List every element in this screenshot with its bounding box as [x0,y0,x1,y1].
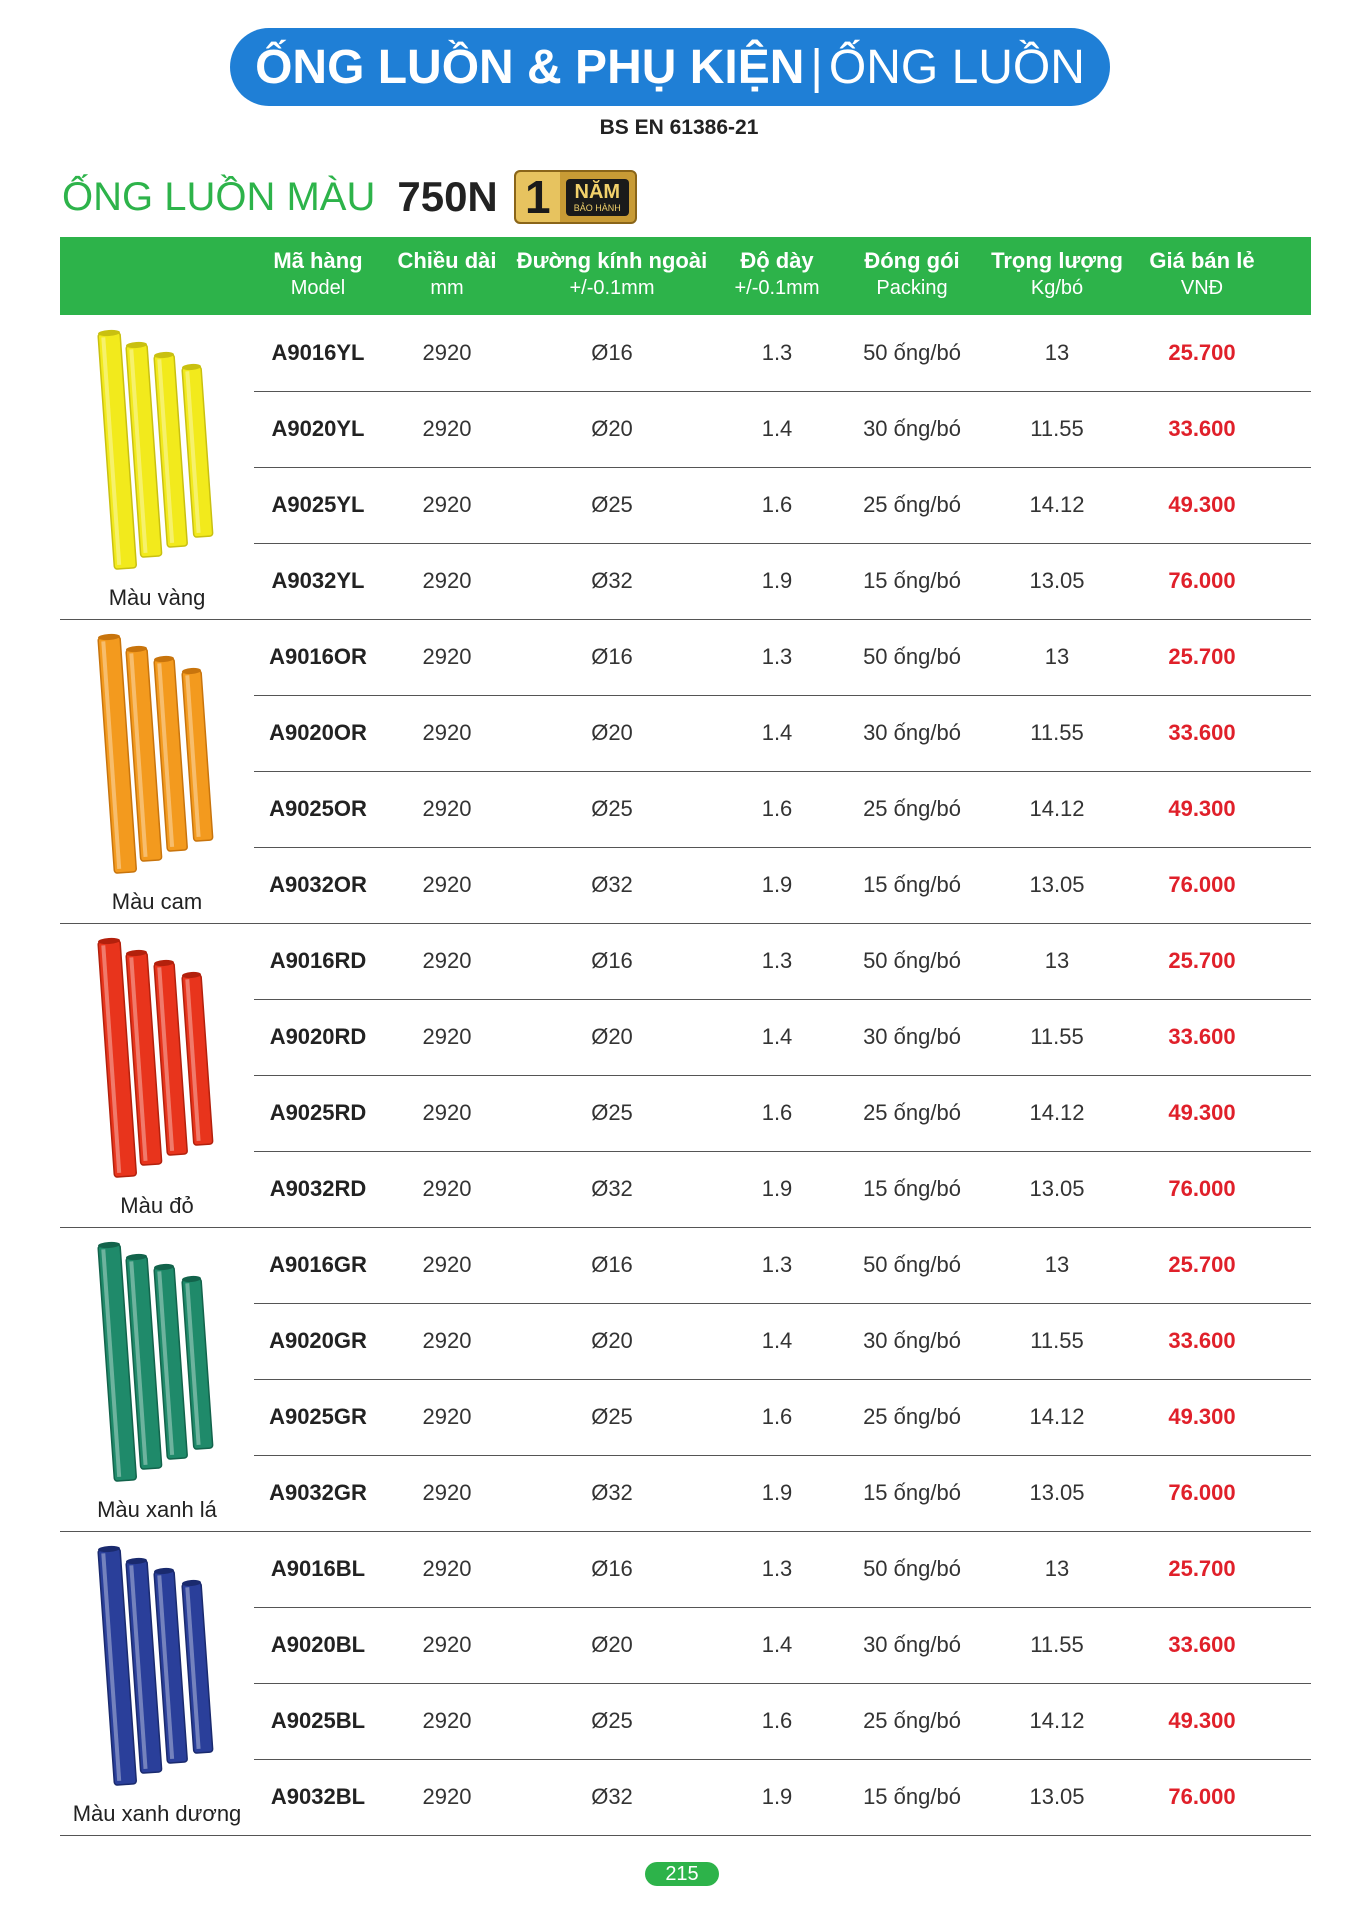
cell-price: 25.700 [1168,948,1236,973]
standard-code: BS EN 61386-21 [599,116,759,139]
page-number: 215 [645,1862,719,1886]
cell-thickness: 1.9 [761,872,793,897]
cell-weight: 13 [1044,1252,1070,1277]
cell-thickness: 1.3 [761,340,793,365]
color-group [60,1227,1311,1532]
pipe-bundle-image [80,1541,230,1791]
cell-thickness: 1.6 [761,796,793,821]
cell-weight: 14.12 [1029,492,1085,517]
cell-diameter: Ø16 [591,644,633,669]
table-row [254,1531,1311,1608]
cell-model: A9032OR [269,872,367,897]
header-label: Đường kính ngoài [516,248,708,273]
cell-packing: 15 ống/bó [863,872,961,897]
cell-price: 25.700 [1168,340,1236,365]
header-unit: Packing [876,277,948,299]
cell-weight: 14.12 [1029,1100,1085,1125]
banner-title-thin: ỐNG LUỒN [828,40,1085,94]
product-grade: 750N [397,173,498,220]
cell-model: A9025RD [269,1100,367,1125]
cell-thickness: 1.4 [761,720,793,745]
cell-weight: 14.12 [1029,1708,1085,1733]
table-row [254,467,1311,544]
cell-weight: 11.55 [1030,720,1084,745]
cell-weight: 13 [1044,644,1070,669]
cell-packing: 30 ống/bó [863,416,961,441]
cell-price: 49.300 [1168,1404,1236,1429]
header-label: Chiều dài [397,248,497,273]
table-row [254,1227,1311,1304]
cell-thickness: 1.3 [761,1556,793,1581]
cell-model: A9025BL [270,1708,366,1733]
table-row [254,1683,1311,1760]
cell-price: 25.700 [1168,1252,1236,1277]
header-unit: Model [290,277,346,299]
cell-model: A9020BL [270,1632,366,1657]
warranty-text [566,179,629,216]
cell-model: A9016RD [269,948,367,973]
banner-separator: | [810,40,823,94]
product-name: ỐNG LUỒN MÀU [62,174,376,219]
warranty-badge [514,170,637,224]
cell-diameter: Ø32 [591,872,633,897]
cell-weight: 13 [1044,340,1070,365]
cell-packing: 25 ống/bó [863,796,961,821]
cell-model: A9016YL [271,340,365,365]
cell-diameter: Ø20 [591,720,633,745]
table-row [254,847,1311,923]
cell-packing: 15 ống/bó [863,1176,961,1201]
header-packing [842,247,982,301]
cell-model: A9025YL [271,492,365,517]
cell-packing: 25 ống/bó [863,1404,961,1429]
warranty-sub: BẢO HÀNH [573,202,621,213]
table-row [254,1379,1311,1456]
header-unit: +/-0.1mm [734,277,820,299]
table-row [254,1075,1311,1152]
cell-diameter: Ø25 [591,1100,633,1125]
cell-diameter: Ø32 [591,1784,633,1809]
cell-packing: 50 ống/bó [863,1556,961,1581]
cell-length: 2920 [422,1480,472,1505]
cell-thickness: 1.3 [761,1252,793,1277]
cell-packing: 30 ống/bó [863,1024,961,1049]
header-label: Đóng gói [864,248,960,273]
color-group [60,923,1311,1228]
cell-diameter: Ø16 [591,340,633,365]
cell-model: A9020RD [269,1024,367,1049]
cell-weight: 14.12 [1029,796,1085,821]
cell-weight: 11.55 [1030,1632,1084,1657]
table-row [254,695,1311,772]
cell-weight: 13.05 [1029,872,1085,897]
header-price [1132,247,1272,301]
cell-thickness: 1.9 [761,568,793,593]
warranty-number: 1 [516,172,560,222]
cell-price: 49.300 [1168,1100,1236,1125]
cell-price: 33.600 [1168,1632,1236,1657]
cell-price: 33.600 [1168,1328,1236,1353]
cell-diameter: Ø32 [591,1176,633,1201]
cell-price: 49.300 [1168,796,1236,821]
cell-length: 2920 [422,1784,472,1809]
table-row [254,923,1311,1000]
color-label: Màu đỏ [120,1193,194,1218]
table-header [60,237,1311,315]
cell-length: 2920 [422,1100,472,1125]
pipe-bundle-image [80,1237,230,1487]
cell-diameter: Ø20 [591,416,633,441]
cell-weight: 13.05 [1029,568,1085,593]
cell-packing: 25 ống/bó [863,1100,961,1125]
cell-packing: 50 ống/bó [863,340,961,365]
cell-weight: 13 [1044,948,1070,973]
cell-thickness: 1.4 [761,1328,793,1353]
cell-thickness: 1.3 [761,644,793,669]
cell-price: 33.600 [1168,1024,1236,1049]
cell-packing: 50 ống/bó [863,948,961,973]
header-diameter [512,247,712,301]
cell-packing: 50 ống/bó [863,644,961,669]
cell-weight: 11.55 [1030,1328,1084,1353]
cell-diameter: Ø25 [591,796,633,821]
table-row [254,1759,1311,1835]
header-label: Độ dày [740,248,814,273]
cell-price: 49.300 [1168,1708,1236,1733]
cell-packing: 30 ống/bó [863,720,961,745]
cell-packing: 25 ống/bó [863,492,961,517]
cell-model: A9016OR [269,644,367,669]
cell-thickness: 1.3 [761,948,793,973]
cell-length: 2920 [422,1556,472,1581]
cell-thickness: 1.4 [761,416,793,441]
cell-diameter: Ø16 [591,1556,633,1581]
cell-length: 2920 [422,796,472,821]
cell-weight: 11.55 [1030,1024,1084,1049]
header-thickness [712,247,842,301]
header-unit: mm [430,277,464,299]
cell-thickness: 1.6 [761,492,793,517]
title-banner [230,28,1110,106]
cell-model: A9016GR [269,1252,367,1277]
cell-model: A9020GR [269,1328,367,1353]
cell-price: 49.300 [1168,492,1236,517]
cell-length: 2920 [422,1404,472,1429]
cell-diameter: Ø16 [591,1252,633,1277]
color-label: Màu vàng [108,585,206,610]
cell-packing: 15 ống/bó [863,1784,961,1809]
cell-thickness: 1.9 [761,1784,793,1809]
cell-price: 33.600 [1168,416,1236,441]
cell-length: 2920 [422,1328,472,1353]
cell-diameter: Ø25 [591,492,633,517]
table-row [254,1303,1311,1380]
cell-price: 33.600 [1168,720,1236,745]
header-unit: Kg/bó [1030,277,1084,299]
cell-price: 76.000 [1168,872,1236,897]
cell-price: 25.700 [1168,1556,1236,1581]
table-row [254,771,1311,848]
cell-weight: 13.05 [1029,1784,1085,1809]
table-row [254,391,1311,468]
cell-length: 2920 [422,872,472,897]
cell-model: A9032RD [269,1176,367,1201]
table-row [254,543,1311,619]
cell-model: A9025OR [269,796,367,821]
cell-length: 2920 [422,416,472,441]
cell-weight: 13.05 [1029,1480,1085,1505]
cell-thickness: 1.9 [761,1176,793,1201]
cell-packing: 50 ống/bó [863,1252,961,1277]
cell-length: 2920 [422,1252,472,1277]
cell-length: 2920 [422,340,472,365]
cell-model: A9032YL [271,568,365,593]
table-row [254,1607,1311,1684]
cell-diameter: Ø20 [591,1024,633,1049]
cell-packing: 30 ống/bó [863,1632,961,1657]
cell-thickness: 1.6 [761,1404,793,1429]
table-row [254,315,1311,392]
cell-packing: 15 ống/bó [863,1480,961,1505]
cell-model: A9016BL [270,1556,366,1581]
color-label: Màu xanh dương [72,1801,242,1826]
cell-length: 2920 [422,492,472,517]
cell-diameter: Ø20 [591,1632,633,1657]
cell-weight: 11.55 [1030,416,1084,441]
cell-packing: 15 ống/bó [863,568,961,593]
cell-weight: 14.12 [1029,1404,1085,1429]
cell-price: 76.000 [1168,1176,1236,1201]
header-model [254,247,382,301]
cell-model: A9032BL [270,1784,366,1809]
cell-packing: 25 ống/bó [863,1708,961,1733]
cell-packing: 30 ống/bó [863,1328,961,1353]
cell-diameter: Ø25 [591,1404,633,1429]
cell-price: 76.000 [1168,1480,1236,1505]
cell-length: 2920 [422,1176,472,1201]
cell-thickness: 1.6 [761,1100,793,1125]
pipe-bundle-image [80,933,230,1183]
table-row [254,999,1311,1076]
header-label: Mã hàng [273,248,363,273]
cell-length: 2920 [422,1632,472,1657]
cell-model: A9032GR [269,1480,367,1505]
cell-price: 76.000 [1168,1784,1236,1809]
cell-price: 76.000 [1168,568,1236,593]
cell-thickness: 1.6 [761,1708,793,1733]
color-group [60,315,1311,620]
cell-thickness: 1.9 [761,1480,793,1505]
cell-diameter: Ø20 [591,1328,633,1353]
table-row [254,1151,1311,1227]
header-label: Giá bán lẻ [1149,248,1255,273]
product-title [62,170,637,224]
header-weight [982,247,1132,301]
pipe-bundle-image [80,325,230,575]
cell-weight: 13 [1044,1556,1070,1581]
header-unit: VNĐ [1180,277,1224,299]
cell-length: 2920 [422,1708,472,1733]
cell-price: 25.700 [1168,644,1236,669]
color-group [60,619,1311,924]
table-row [254,1455,1311,1531]
cell-length: 2920 [422,948,472,973]
color-group [60,1531,1311,1836]
cell-thickness: 1.4 [761,1632,793,1657]
cell-model: A9020YL [271,416,365,441]
cell-thickness: 1.4 [761,1024,793,1049]
pipe-bundle-image [80,629,230,879]
header-length [382,247,512,301]
banner-title-bold: ỐNG LUỒN & PHỤ KIỆN [255,40,805,94]
cell-model: A9025GR [269,1404,367,1429]
warranty-unit: NĂM [574,180,621,203]
header-label: Trọng lượng [991,248,1123,273]
color-label: Màu xanh lá [97,1497,217,1522]
cell-weight: 13.05 [1029,1176,1085,1201]
cell-length: 2920 [422,1024,472,1049]
cell-model: A9020OR [269,720,367,745]
header-unit: +/-0.1mm [569,277,655,299]
cell-length: 2920 [422,568,472,593]
cell-diameter: Ø16 [591,948,633,973]
table-row [254,619,1311,696]
cell-diameter: Ø32 [591,1480,633,1505]
cell-length: 2920 [422,720,472,745]
cell-length: 2920 [422,644,472,669]
cell-diameter: Ø32 [591,568,633,593]
cell-diameter: Ø25 [591,1708,633,1733]
color-label: Màu cam [111,889,203,914]
